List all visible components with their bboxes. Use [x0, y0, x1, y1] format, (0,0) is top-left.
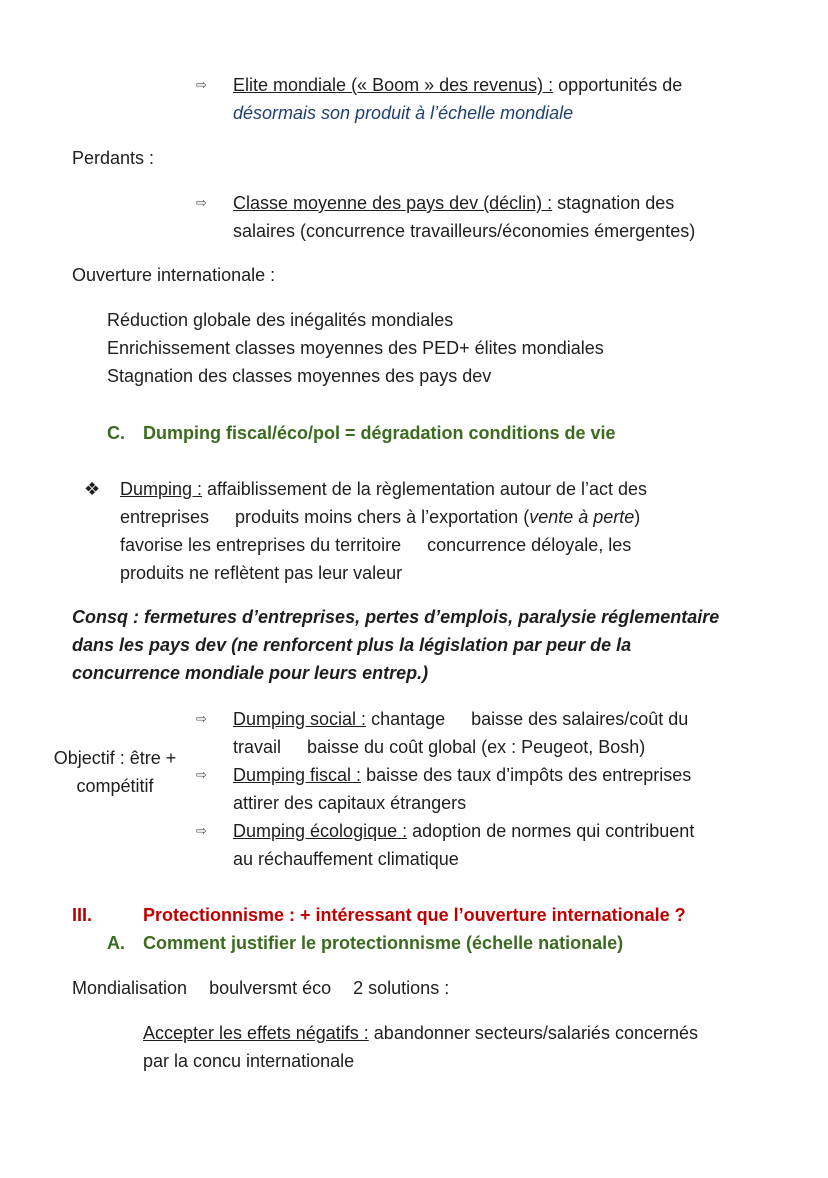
- dumping-fiscal-line2: attirer des capitaux étrangers: [233, 793, 467, 813]
- dumping-ecologique-text: adoption de normes qui contribuent: [407, 821, 695, 841]
- arrow-right-icon: ⇨: [196, 767, 207, 782]
- section-c-label: C.: [107, 423, 125, 443]
- classe-moyenne-line: [233, 192, 674, 214]
- objectif-note: [40, 744, 190, 800]
- dumping-social-travail: travail: [233, 737, 282, 757]
- dumping-ecologique-term: Dumping écologique :: [233, 821, 408, 841]
- classe-moyenne-text: stagnation des: [552, 193, 675, 213]
- dumping-def-produits: produits moins chers à l’exportation (: [235, 507, 530, 527]
- accepter-line2: par la concu internationale: [143, 1051, 355, 1071]
- mondialisation-word: Mondialisation: [72, 978, 188, 998]
- dumping-def-line4: produits ne reflètent pas leur valeur: [120, 563, 403, 583]
- arrow-right-icon: ⇨: [196, 195, 207, 210]
- dumping-def-entreprises: entreprises: [120, 507, 210, 527]
- consq-line2: dans les pays dev (ne renforcent plus la législation par peur de la: [72, 635, 632, 655]
- dumping-fiscal-text: baisse des taux d’impôts des entreprises: [361, 765, 692, 785]
- accepter-term: Accepter les effets négatifs :: [143, 1023, 369, 1043]
- dumping-fiscal-line1: [233, 764, 691, 786]
- elite-mondiale-text: opportunités de: [553, 75, 683, 95]
- classe-moyenne-term: Classe moyenne des pays dev (déclin) :: [233, 193, 553, 213]
- arrow-right-icon: ⇨: [196, 823, 207, 838]
- solutions-word: 2 solutions :: [353, 978, 450, 998]
- classe-moyenne-line2: salaires (concurrence travailleurs/économies émergentes): [233, 221, 696, 241]
- dumping-social-cout: baisse du coût global (ex : Peugeot, Bosh): [307, 737, 646, 757]
- dumping-def-line3: [120, 534, 631, 556]
- perdants-heading: Perdants :: [72, 148, 155, 168]
- section-iii-label: III.: [72, 905, 93, 925]
- dumping-def-vente: vente à perte: [529, 507, 635, 527]
- accepter-line1: [143, 1022, 698, 1044]
- dumping-def-line2: [120, 506, 640, 528]
- consq-line1: Consq : fermetures d’entreprises, pertes d’emplois, paralysie réglementaire: [72, 607, 720, 627]
- elite-mondiale-term: Elite mondiale (« Boom » des revenus) :: [233, 75, 554, 95]
- mondialisation-line: [72, 977, 449, 999]
- section-a-label: A.: [107, 933, 125, 953]
- dumping-def-concurrence: concurrence déloyale, les: [427, 535, 632, 555]
- arrow-right-icon: ⇨: [196, 77, 207, 92]
- accepter-text: abandonner secteurs/salariés concernés: [368, 1023, 698, 1043]
- ouverture-item: Enrichissement classes moyennes des PED+ élites mondiales: [107, 338, 604, 358]
- dumping-def-favorise: favorise les entreprises du territoire: [120, 535, 402, 555]
- dumping-def-paren: ): [634, 507, 641, 527]
- diamond-bullet-icon: ❖: [84, 479, 101, 499]
- dumping-def-text: affaiblissement de la règlementation autour de l’act des: [202, 479, 647, 499]
- ouverture-heading: Ouverture internationale :: [72, 265, 276, 285]
- ouverture-item: Réduction globale des inégalités mondiales: [107, 310, 454, 330]
- section-iii-title: Protectionnisme : + intéressant que l’ouverture internationale ?: [143, 905, 686, 925]
- dumping-def-line1: [120, 478, 647, 500]
- elite-mondiale-line2: désormais son produit à l’échelle mondiale: [233, 103, 574, 123]
- dumping-ecologique-line1: [233, 820, 694, 842]
- dumping-social-line1: [233, 708, 688, 730]
- section-a-title: Comment justifier le protectionnisme (échelle nationale): [143, 933, 624, 953]
- dumping-social-line2: [233, 736, 645, 758]
- bouleversement-word: boulversmt éco: [209, 978, 332, 998]
- elite-mondiale-line: [233, 74, 682, 96]
- arrow-right-icon: ⇨: [196, 711, 207, 726]
- dumping-social-chantage: chantage: [366, 709, 446, 729]
- ouverture-item: Stagnation des classes moyennes des pays dev: [107, 366, 492, 386]
- dumping-social-baisse: baisse des salaires/coût du: [471, 709, 689, 729]
- objectif-line1: Objectif : être +: [53, 748, 177, 768]
- consq-line3: concurrence mondiale pour leurs entrep.): [72, 663, 429, 683]
- objectif-line2: compétitif: [76, 776, 154, 796]
- dumping-ecologique-line2: au réchauffement climatique: [233, 849, 459, 869]
- section-c-title: Dumping fiscal/éco/pol = dégradation conditions de vie: [143, 423, 616, 443]
- dumping-term: Dumping :: [120, 479, 203, 499]
- dumping-fiscal-term: Dumping fiscal :: [233, 765, 362, 785]
- dumping-social-term: Dumping social :: [233, 709, 367, 729]
